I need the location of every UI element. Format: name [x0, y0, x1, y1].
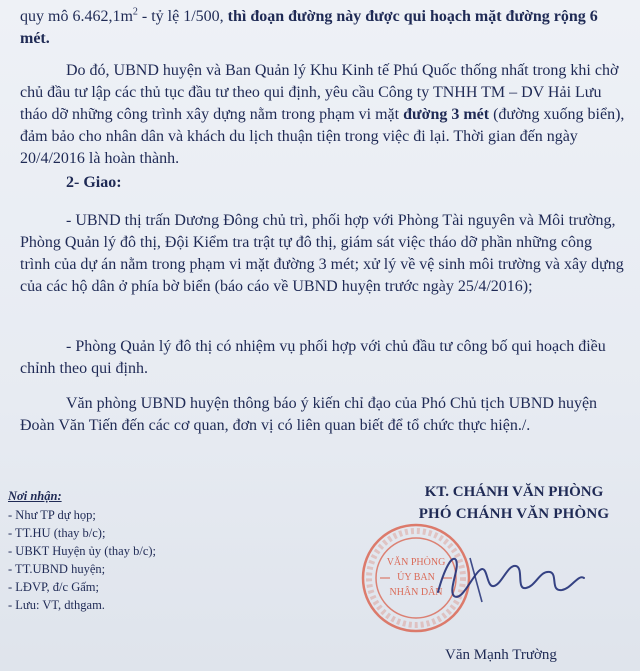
- recipients-list: [8, 487, 156, 614]
- paragraph-closing: Văn phòng UBND huyện thông báo ý kiến chỉ đạo của Phó Chủ tịch UBND huyện Đoàn Văn Tiến đến các cơ quan, đơn vị có liên quan biết để tổ chức thực hiện./.: [20, 395, 598, 434]
- recipient-item: - TT.HU (thay b/c);: [8, 526, 106, 540]
- stamp-text-line2: ỦY BAN: [397, 572, 435, 583]
- text-segment: - tỷ lệ 1/500,: [137, 8, 228, 25]
- paragraph-agreement: [20, 60, 626, 170]
- signer-name: Văn Mạnh Trường: [445, 647, 557, 663]
- superscript: 2: [132, 6, 138, 18]
- signature-title-line2: PHÓ CHÁNH VĂN PHÒNG: [418, 506, 610, 522]
- recipients-header: Nơi nhận:: [8, 489, 62, 503]
- text-segment: (đường xuống biển), đảm bảo cho nhân dân và khách du lịch thuận tiện trong việc đi lại. Thời gian đến ngày 20/4/2016 là hoàn thành.: [20, 106, 625, 167]
- handwritten-signature: [430, 540, 590, 610]
- signature-block: [398, 481, 630, 525]
- recipient-item: - TT.UBND huyện;: [8, 562, 106, 576]
- stamp-text-line1: VĂN PHÒNG: [386, 557, 446, 568]
- signature-title-line1: KT. CHÁNH VĂN PHÒNG: [424, 484, 604, 500]
- bold-text: đường 3 mét: [403, 106, 490, 123]
- paragraph-assignment-urban: - Phòng Quản lý đô thị có nhiệm vụ phối hợp với chủ đầu tư công bố qui hoạch điều chỉnh theo qui định.: [20, 338, 606, 377]
- paragraph-assignment-town: - UBND thị trấn Dương Đông chủ trì, phối hợp với Phòng Tài nguyên và Môi trường, Phòng Quản lý đô thị, Đội Kiểm tra trật tự đô thị, giám sát việc tháo dỡ phần những công trình của dự án nằm trong phạm vi mặt đường 3 mét; xử lý về vệ sinh môi trường và xây dựng của các hộ dân ở phía bờ biển (báo cáo về UBND huyện trước ngày 25/4/2016);: [20, 212, 624, 295]
- paragraph-road-width: [20, 6, 626, 50]
- recipient-item: - Như TP dự họp;: [8, 508, 96, 522]
- stamp-text-line3: NHÂN DÂN: [389, 587, 443, 598]
- recipient-item: - LĐVP, đ/c Gấm;: [8, 580, 99, 594]
- text-segment: quy mô 6.462,1m: [20, 8, 133, 25]
- text-segment: Do đó, UBND huyện và Ban Quản lý Khu Kinh tế Phú Quốc thống nhất trong khi chờ chủ đầu tư lập các thủ tục đầu tư theo qui định, yêu cầu Công ty TNHH TM – DV Hải Lưu tháo dỡ những công trình xây dựng nằm trong phạm vi mặt: [20, 62, 619, 123]
- bold-text: thì đoạn đường này được qui hoạch mặt đường rộng 6 mét.: [20, 8, 598, 47]
- recipient-item: - UBKT Huyện ủy (thay b/c);: [8, 544, 157, 558]
- recipient-item: - Lưu: VT, dthgam.: [8, 598, 105, 612]
- section-heading: 2- Giao:: [66, 174, 122, 191]
